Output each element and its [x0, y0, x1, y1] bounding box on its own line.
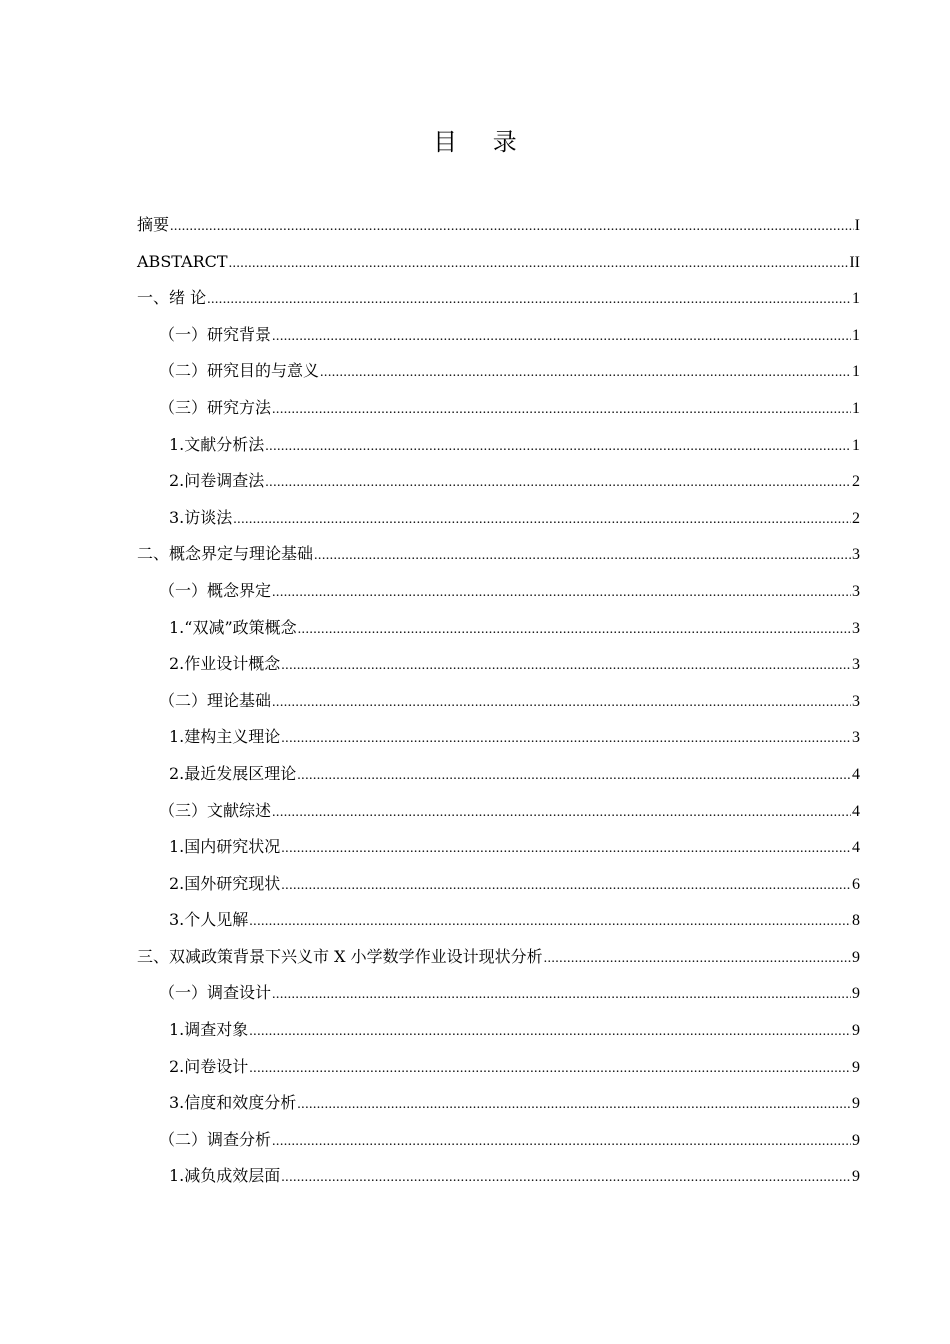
toc-entry[interactable]	[137, 866, 860, 903]
toc-entry[interactable]	[137, 536, 860, 573]
toc-dot-leader	[281, 1160, 851, 1197]
toc-page-number: 9	[852, 1168, 860, 1186]
toc-entry[interactable]	[137, 390, 860, 427]
toc-dot-leader	[298, 612, 851, 649]
toc-page-number: 2	[852, 509, 860, 527]
toc-dot-leader	[297, 1087, 851, 1124]
toc-entry-text: 三、双减政策背景下兴义市 X 小学数学作业设计现状分析	[137, 946, 543, 966]
toc-dot-leader	[233, 502, 851, 539]
toc-dot-leader	[249, 1014, 851, 1051]
toc-entry[interactable]	[137, 573, 860, 610]
toc-page-number: 1	[852, 363, 860, 381]
toc-dot-leader	[170, 209, 854, 246]
toc-entry-text: 1.文献分析法	[169, 434, 265, 454]
toc-dot-leader	[314, 538, 851, 575]
toc-dot-leader	[272, 977, 851, 1014]
toc-entry[interactable]	[137, 646, 860, 683]
toc-entry[interactable]	[137, 244, 860, 281]
toc-page-number: 1	[852, 399, 860, 417]
toc-entry[interactable]	[137, 1012, 860, 1049]
toc-entry-text: （三）研究方法	[159, 397, 272, 417]
table-of-contents	[137, 207, 860, 1195]
toc-entry[interactable]	[137, 683, 860, 720]
toc-page-number: 3	[852, 619, 860, 637]
toc-page-number: 9	[852, 1058, 860, 1076]
toc-entry-text: （一）调查设计	[159, 983, 272, 1003]
toc-page-number: 4	[852, 802, 860, 820]
toc-page-number: 4	[852, 765, 860, 783]
toc-page-number: 9	[852, 985, 860, 1003]
toc-dot-leader	[297, 758, 851, 795]
toc-entry[interactable]	[137, 317, 860, 354]
toc-entry-text: 2.国外研究现状	[169, 873, 281, 893]
toc-entry[interactable]	[137, 280, 860, 317]
toc-entry[interactable]	[137, 1122, 860, 1159]
toc-entry[interactable]	[137, 719, 860, 756]
toc-page-number: 3	[852, 582, 860, 600]
toc-dot-leader	[281, 831, 851, 868]
toc-entry-text: 1.调查对象	[169, 1020, 249, 1040]
toc-page-number: 1	[852, 290, 860, 308]
toc-dot-leader	[249, 904, 851, 941]
toc-page-number: 6	[852, 875, 860, 893]
toc-entry-text: 3.个人见解	[169, 910, 249, 930]
toc-page-number: 9	[852, 1131, 860, 1149]
toc-entry[interactable]	[137, 500, 860, 537]
toc-page-number: 9	[852, 1022, 860, 1040]
toc-entry[interactable]	[137, 610, 860, 647]
toc-entry-text: 摘要	[137, 215, 170, 234]
toc-entry-text: 二、概念界定与理论基础	[137, 544, 314, 564]
toc-entry[interactable]	[137, 1158, 860, 1195]
toc-dot-leader	[320, 355, 851, 392]
toc-entry[interactable]	[137, 207, 860, 244]
toc-entry[interactable]	[137, 463, 860, 500]
toc-entry[interactable]	[137, 353, 860, 390]
toc-entry[interactable]	[137, 1085, 860, 1122]
toc-entry[interactable]	[137, 939, 860, 976]
toc-entry-text: ABSTARCT	[137, 251, 228, 271]
toc-page-number: 3	[852, 729, 860, 747]
toc-dot-leader	[281, 648, 851, 685]
toc-entry-text: 2.作业设计概念	[169, 654, 281, 674]
toc-entry-text: （二）研究目的与意义	[159, 361, 320, 381]
toc-page-number: 2	[852, 473, 860, 491]
toc-entry-text: 1.国内研究状况	[169, 837, 281, 857]
toc-entry-text: 1.减负成效层面	[169, 1166, 281, 1186]
toc-entry-text: 3.信度和效度分析	[169, 1093, 297, 1113]
toc-dot-leader	[207, 282, 851, 319]
toc-page-number: 1	[852, 436, 860, 454]
toc-dot-leader	[272, 1124, 851, 1161]
toc-entry-text: 2.问卷设计	[169, 1056, 249, 1076]
toc-entry-text: 2.问卷调查法	[169, 471, 265, 491]
toc-dot-leader	[265, 429, 851, 466]
toc-entry[interactable]	[137, 1049, 860, 1086]
toc-title: 目 录	[433, 128, 531, 156]
toc-entry-text: 2.最近发展区理论	[169, 763, 297, 783]
toc-entry[interactable]	[137, 427, 860, 464]
toc-page-number: 4	[852, 839, 860, 857]
toc-dot-leader	[544, 941, 851, 978]
toc-dot-leader	[281, 868, 851, 905]
toc-entry-text: （一）研究背景	[159, 324, 272, 344]
toc-dot-leader	[272, 392, 851, 429]
toc-dot-leader	[272, 575, 851, 612]
toc-entry[interactable]	[137, 902, 860, 939]
toc-page-number: 9	[852, 1095, 860, 1113]
toc-entry-text: （二）调查分析	[159, 1129, 272, 1149]
toc-entry[interactable]	[137, 829, 860, 866]
toc-page-number: 3	[852, 656, 860, 674]
toc-entry-text: 1.建构主义理论	[169, 727, 281, 747]
toc-dot-leader	[281, 721, 851, 758]
toc-dot-leader	[272, 795, 851, 832]
toc-entry-text: （一）概念界定	[159, 580, 272, 600]
toc-dot-leader	[229, 246, 849, 283]
toc-page-number: I	[854, 217, 860, 234]
toc-entry-text: 一、绪 论	[137, 288, 207, 308]
toc-entry-text: （二）理论基础	[159, 690, 272, 710]
toc-dot-leader	[272, 685, 851, 722]
toc-page-number: 8	[852, 912, 860, 930]
toc-entry-text: （三）文献综述	[159, 800, 272, 820]
toc-dot-leader	[272, 319, 851, 356]
toc-page-number: II	[849, 253, 860, 271]
toc-entry-text: 1.“双减”政策概念	[169, 617, 297, 637]
toc-dot-leader	[265, 465, 851, 502]
toc-page-number: 3	[852, 546, 860, 564]
toc-entry[interactable]	[137, 756, 860, 793]
toc-entry[interactable]	[137, 793, 860, 830]
toc-page-number: 9	[852, 948, 860, 966]
toc-dot-leader	[249, 1051, 851, 1088]
toc-entry-text: 3.访谈法	[169, 507, 233, 527]
toc-entry[interactable]	[137, 975, 860, 1012]
toc-page-number: 1	[852, 326, 860, 344]
toc-page-number: 3	[852, 692, 860, 710]
